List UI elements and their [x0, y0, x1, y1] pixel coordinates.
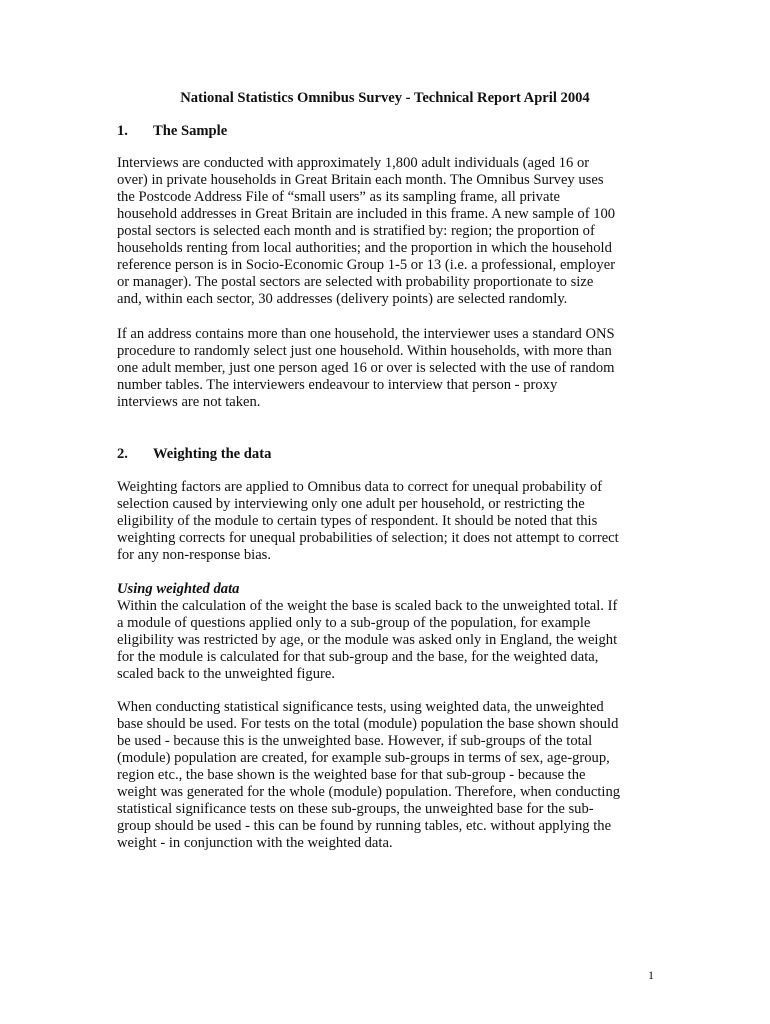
text-line: a module of questions applied only to a sub-group of the population, for example [117, 615, 591, 631]
paragraph-sample-intro [117, 155, 657, 308]
text-line: weight was generated for the whole (module) population. Therefore, when conducting [117, 784, 621, 800]
text-line: and, within each sector, 30 addresses (delivery points) are selected randomly. [117, 291, 568, 307]
text-line: number tables. The interviewers endeavour to interview that person - proxy [117, 377, 558, 393]
subheading-using-weighted-data: Using weighted data [117, 581, 240, 597]
paragraph-using-weighted-data [117, 581, 657, 683]
document-title: National Statistics Omnibus Survey - Technical Report April 2004 [180, 90, 590, 106]
paragraph-sample-household [117, 326, 657, 411]
text-line: selection caused by interviewing only one adult per household, or restricting the [117, 496, 585, 512]
text-line: for the module is calculated for that sub-group and the base, for the weighted data, [117, 649, 599, 665]
text-line: eligibility was restricted by age, or the module was asked only in England, the weight [117, 632, 618, 648]
text-line: reference person is in Socio-Economic Group 1-5 or 13 (i.e. a professional, employer [117, 257, 616, 273]
text-line: group should be used - this can be found by running tables, etc. without applying the [117, 818, 612, 834]
text-line: for any non-response bias. [117, 547, 272, 563]
text-line: region etc., the base shown is the weighted base for that sub-group - because the [117, 767, 586, 783]
text-line: Interviews are conducted with approximately 1,800 adult individuals (aged 16 or [117, 155, 590, 171]
text-line: be used - because this is the unweighted base. However, if sub-groups of the total [117, 733, 593, 749]
paragraph-weighting-intro [117, 479, 657, 564]
text-line: weight - in conjunction with the weighted data. [117, 835, 393, 851]
text-line: procedure to randomly select just one household. Within households, with more than [117, 343, 612, 359]
section-heading-sample [117, 121, 227, 141]
text-line: statistical significance tests on these sub-groups, the unweighted base for the sub- [117, 801, 594, 817]
text-line: If an address contains more than one household, the interviewer uses a standard ONS [117, 326, 615, 342]
page-number: 1 [648, 968, 654, 982]
text-line: postal sectors is selected each month and is stratified by: region; the proportion of [117, 223, 595, 239]
text-line: base should be used. For tests on the total (module) population the base shown should [117, 716, 619, 732]
section-heading-weighting [117, 444, 271, 464]
section-title: The Sample [153, 123, 228, 139]
text-line: (module) population are created, for example sub-groups in terms of sex, age-group, [117, 750, 610, 766]
section-number: 1. [117, 123, 128, 139]
text-line: scaled back to the unweighted figure. [117, 666, 336, 682]
text-line: When conducting statistical significance tests, using weighted data, the unweighted [117, 699, 604, 715]
text-line: over) in private households in Great Britain each month. The Omnibus Survey uses [117, 172, 604, 188]
section-number: 2. [117, 446, 128, 462]
text-line: one adult member, just one person aged 16 or over is selected with the use of random [117, 360, 615, 376]
text-line: eligibility of the module to certain types of respondent. It should be noted that this [117, 513, 598, 529]
text-line: Within the calculation of the weight the base is scaled back to the unweighted total. If [117, 598, 618, 614]
text-line: interviews are not taken. [117, 394, 261, 410]
text-line: households renting from local authorities; and the proportion in which the household [117, 240, 612, 256]
section-title: Weighting the data [153, 446, 272, 462]
text-line: household addresses in Great Britain are included in this frame. A new sample of 100 [117, 206, 616, 222]
paragraph-significance-tests [117, 699, 657, 852]
text-line: or manager). The postal sectors are selected with probability proportionate to size [117, 274, 594, 290]
text-line: weighting corrects for unequal probabilities of selection; it does not attempt to correct [117, 530, 619, 546]
text-line: the Postcode Address File of “small users” as its sampling frame, all private [117, 189, 560, 205]
text-line: Weighting factors are applied to Omnibus data to correct for unequal probability of [117, 479, 603, 495]
